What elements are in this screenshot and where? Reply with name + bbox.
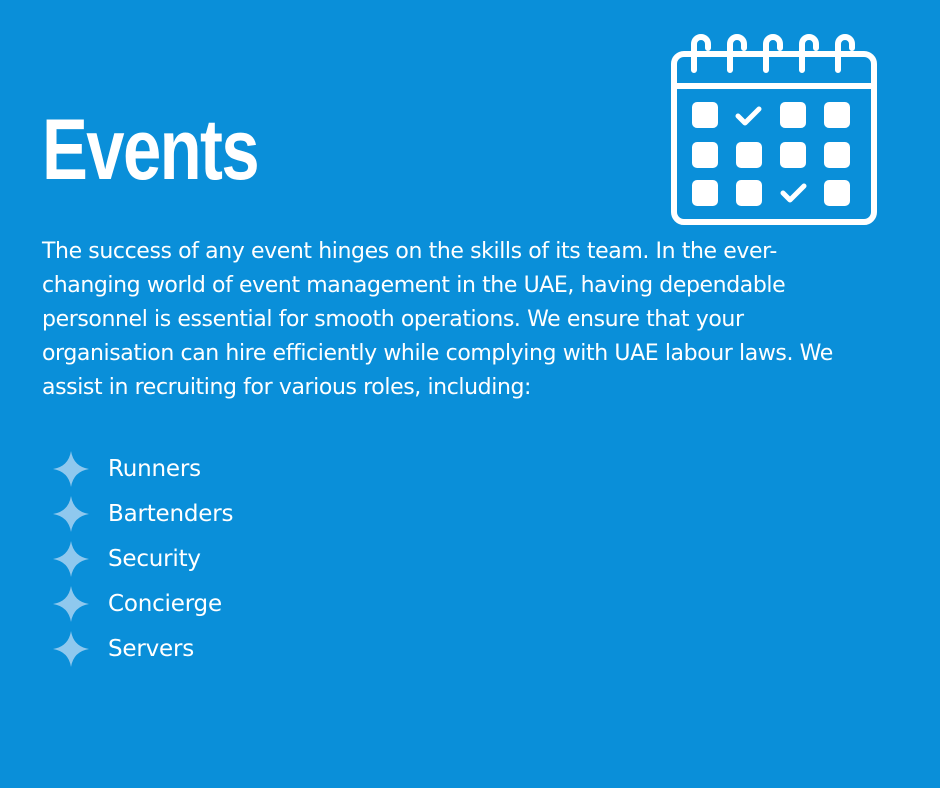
- role-label: Bartenders: [108, 500, 234, 527]
- calendar-icon: [668, 30, 880, 228]
- role-label: Security: [108, 545, 201, 572]
- four-point-star-icon: [52, 540, 90, 578]
- list-item: [52, 626, 233, 671]
- four-point-star-icon: [52, 450, 90, 488]
- page-title: Events: [42, 102, 259, 198]
- list-item: [52, 446, 233, 491]
- list-item: [52, 536, 233, 581]
- four-point-star-icon: [52, 495, 90, 533]
- role-label: Servers: [108, 635, 195, 662]
- list-item: [52, 491, 233, 536]
- four-point-star-icon: [52, 630, 90, 668]
- list-item: [52, 581, 233, 626]
- role-label: Runners: [108, 455, 201, 482]
- role-label: Concierge: [108, 590, 222, 617]
- roles-list: [52, 446, 233, 671]
- four-point-star-icon: [52, 585, 90, 623]
- intro-paragraph: The success of any event hinges on the skills of its team. In the ever-changing world of event management in the UAE, having dependable personnel is essential for smooth operations. We ensure that your organisation can hire efficiently while complying with UAE labour laws. We assist in recruiting for various roles, including:: [42, 239, 833, 400]
